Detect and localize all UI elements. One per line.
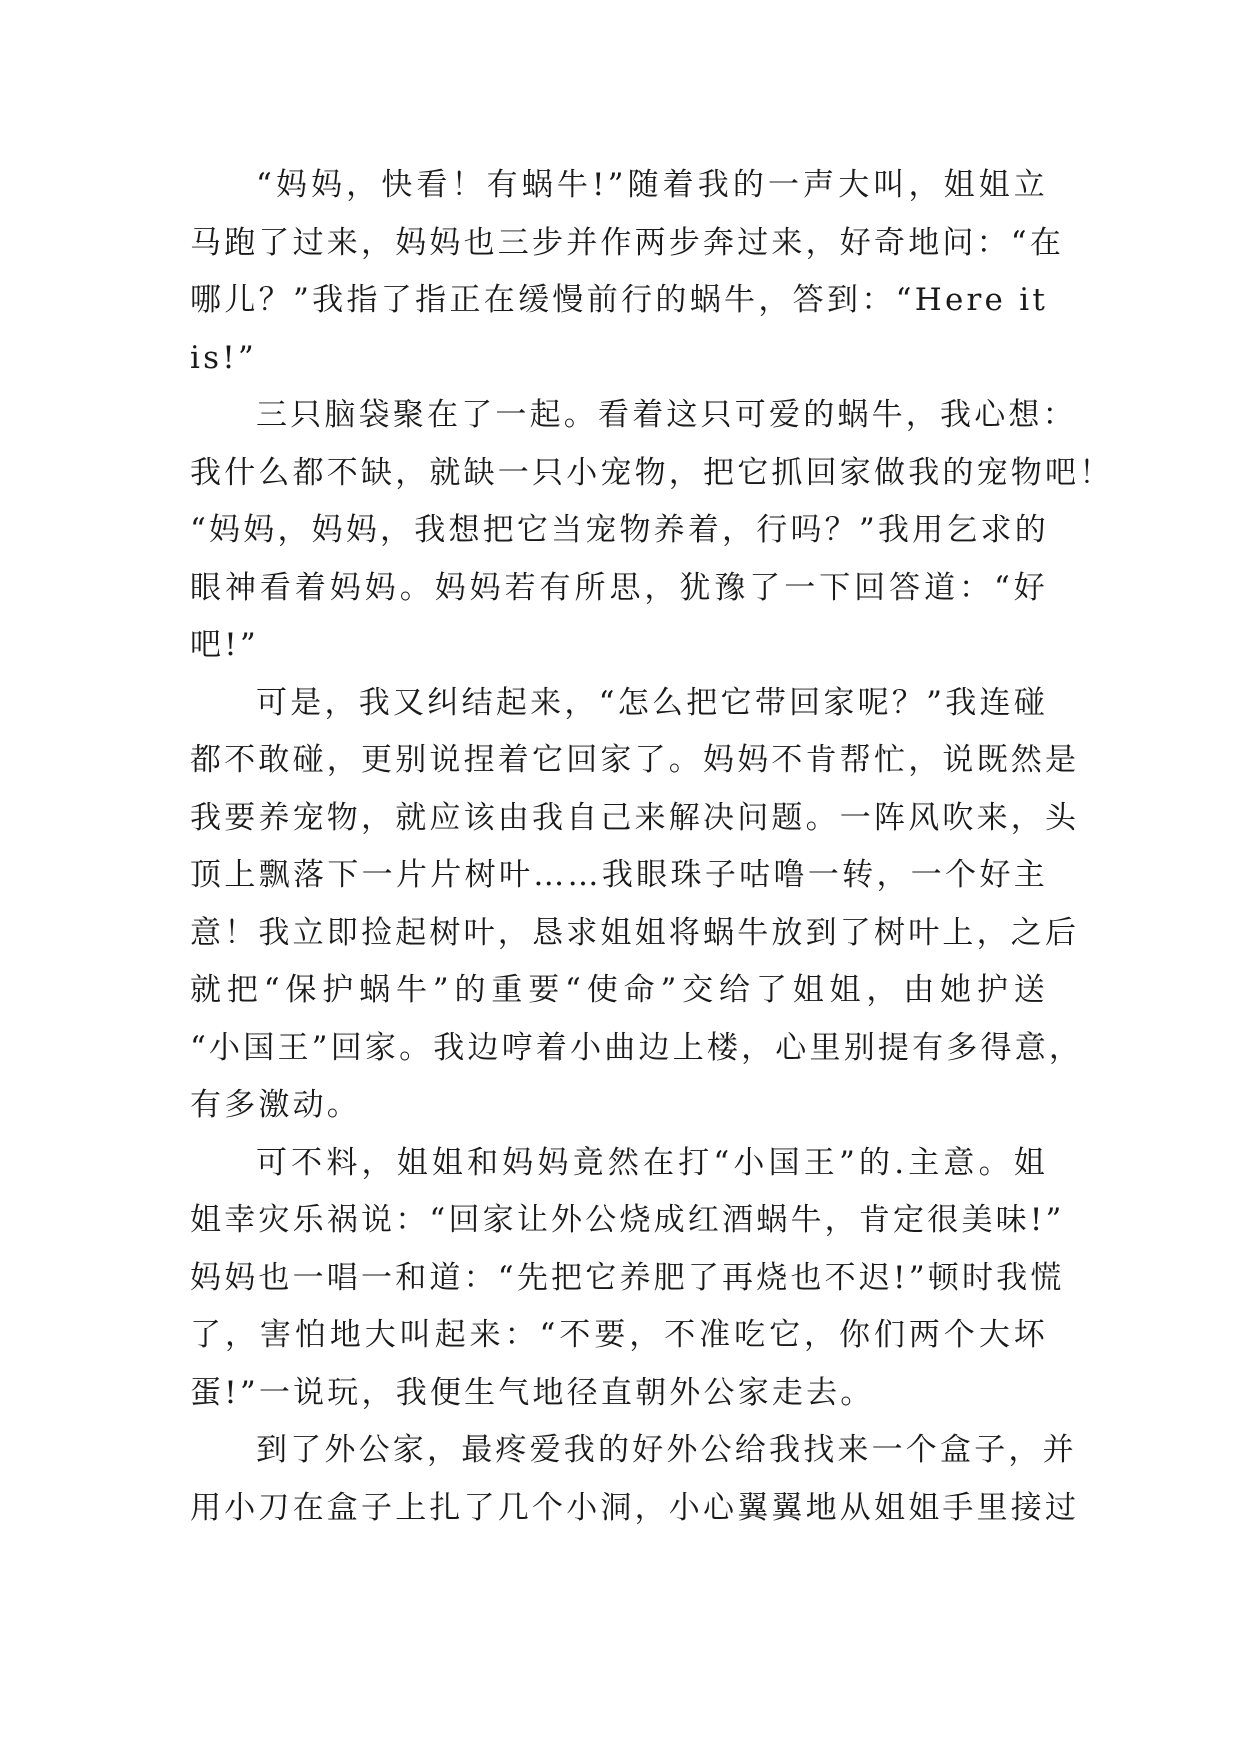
text-line: 妈妈也一唱一和道：“先把它养肥了再烧也不迟!”顿时我慌 <box>190 1259 1065 1296</box>
text-line: 我要养宠物，就应该由我自己来解决问题。一阵风吹来，头 <box>190 799 1080 836</box>
text-line: “妈妈，快看！有蜗牛!”随着我的一声大叫，姐姐立 <box>256 167 1048 203</box>
text-line: 蛋!”一说玩，我便生气地径直朝外公家走去。 <box>190 1374 875 1411</box>
text-line: “妈妈，妈妈，我想把它当宠物养着，行吗？”我用乞求的 <box>190 512 1049 548</box>
text-line: 马跑了过来，妈妈也三步并作两步奔过来，好奇地问：“在 <box>190 224 1065 261</box>
text-line: 我什么都不缺，就缺一只小宠物，把它抓回家做我的宠物吧！ <box>190 454 1114 491</box>
text-line: 有多激动。 <box>190 1087 361 1123</box>
text-line: 就把“保护蜗牛”的重要“使命”交给了姐姐，由她护送 <box>190 972 1048 1008</box>
text-line: 三只脑袋聚在了一起。看着这只可爱的蜗牛，我心想： <box>256 397 1077 433</box>
text-line: 吧!” <box>190 627 259 663</box>
text-line: 哪儿？”我指了指正在缓慢前行的蜗牛，答到：“Here it <box>190 282 1048 318</box>
text-line: 眼神看着妈妈。妈妈若有所思，犹豫了一下回答道：“好 <box>190 569 1048 606</box>
text-line: 可是，我又纠结起来，“怎么把它带回家呢？”我连碰 <box>256 684 1048 721</box>
text-line: 意！我立即捡起树叶，恳求姐姐将蜗牛放到了树叶上，之后 <box>190 914 1080 951</box>
text-line: is!” <box>190 339 257 376</box>
text-line: “小国王”回家。我边哼着小曲边上楼，心里别提有多得意， <box>190 1029 1084 1066</box>
text-line: 都不敢碰，更别说捏着它回家了。妈妈不肯帮忙，说既然是 <box>190 742 1080 778</box>
text-line: 姐幸灾乐祸说：“回家让外公烧成红酒蜗牛，肯定很美味!” <box>190 1202 1065 1238</box>
text-line: 可不料，姐姐和妈妈竟然在打“小国王”的.主意。姐 <box>256 1144 1048 1181</box>
text-line: 了，害怕地大叫起来：“不要，不准吃它，你们两个大坏 <box>190 1317 1048 1353</box>
text-line: 到了外公家，最疼爱我的好外公给我找来一个盒子，并 <box>256 1432 1077 1468</box>
text-line: 用小刀在盒子上扎了几个小洞，小心翼翼地从姐姐手里接过 <box>190 1489 1080 1526</box>
story-text <box>190 157 1114 1537</box>
text-line: 顶上飘落下一片片树叶……我眼珠子咕噜一转，一个好主 <box>190 857 1048 893</box>
